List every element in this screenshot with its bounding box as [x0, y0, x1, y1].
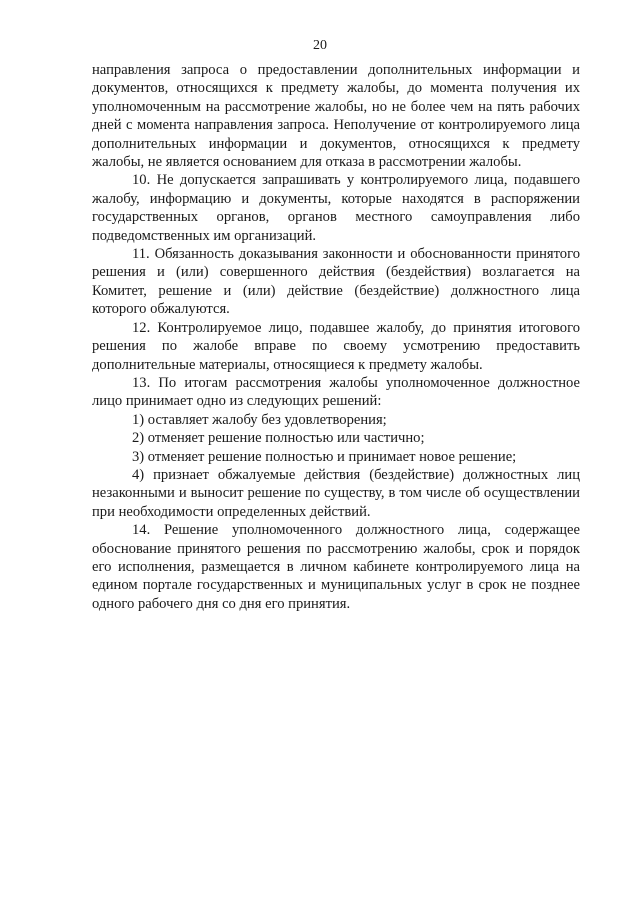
- list-item-1: 1) оставляет жалобу без удовлетворения;: [132, 411, 387, 428]
- paragraph-13: 13. По итогам рассмотрения жалобы уполномоченное должностное лицо принимает одно из следующих решений:: [92, 374, 580, 410]
- paragraph-continuation: направления запроса о предоставлении дополнительных информации и документов, относящихся к предмету жалобы, до момента получения их уполномоченным на рассмотрение жалобы, но не более чем на пять рабочих дней с момента направления запроса. Неполучение от контролируемого лица дополнительных информации и документов, относящихся к предмету жалобы, не является основанием для отказа в рассмотрении жалобы.: [92, 62, 580, 171]
- paragraph-12: 12. Контролируемое лицо, подавшее жалобу, до принятия итогового решения по жалобе вправе по своему усмотрению предоставить дополнительные материалы, относящиеся к предмету жалобы.: [92, 319, 580, 373]
- list-item-4: 4) признает обжалуемые действия (бездействие) должностных лиц незаконными и выносит решение по существу, в том числе об осуществлении при необходимости определенных действий.: [92, 466, 580, 520]
- list-item-2: 2) отменяет решение полностью или частично;: [132, 430, 425, 447]
- list-item-3: 3) отменяет решение полностью и принимает новое решение;: [132, 448, 517, 465]
- paragraph-10: 10. Не допускается запрашивать у контролируемого лица, подавшего жалобу, информацию и документы, которые находятся в распоряжении государственных органов, органов местного самоуправления либо подведомственных им организаций.: [92, 172, 580, 244]
- paragraph-14: 14. Решение уполномоченного должностного лица, содержащее обоснование принятого решения по рассмотрению жалобы, срок и порядок его исполнения, размещается в личном кабинете контролируемого лица на едином портале государственных и муниципальных услуг в срок не позднее одного рабочего дня со дня его принятия.: [92, 522, 580, 612]
- paragraph-11: 11. Обязанность доказывания законности и обоснованности принятого решения и (или) совершенного действия (бездействия) возлагается на Комитет, решение и (или) действие (бездействие) должностного лица которого обжалуются.: [92, 246, 580, 318]
- document-body: [92, 61, 580, 613]
- page-number: 20: [313, 38, 327, 53]
